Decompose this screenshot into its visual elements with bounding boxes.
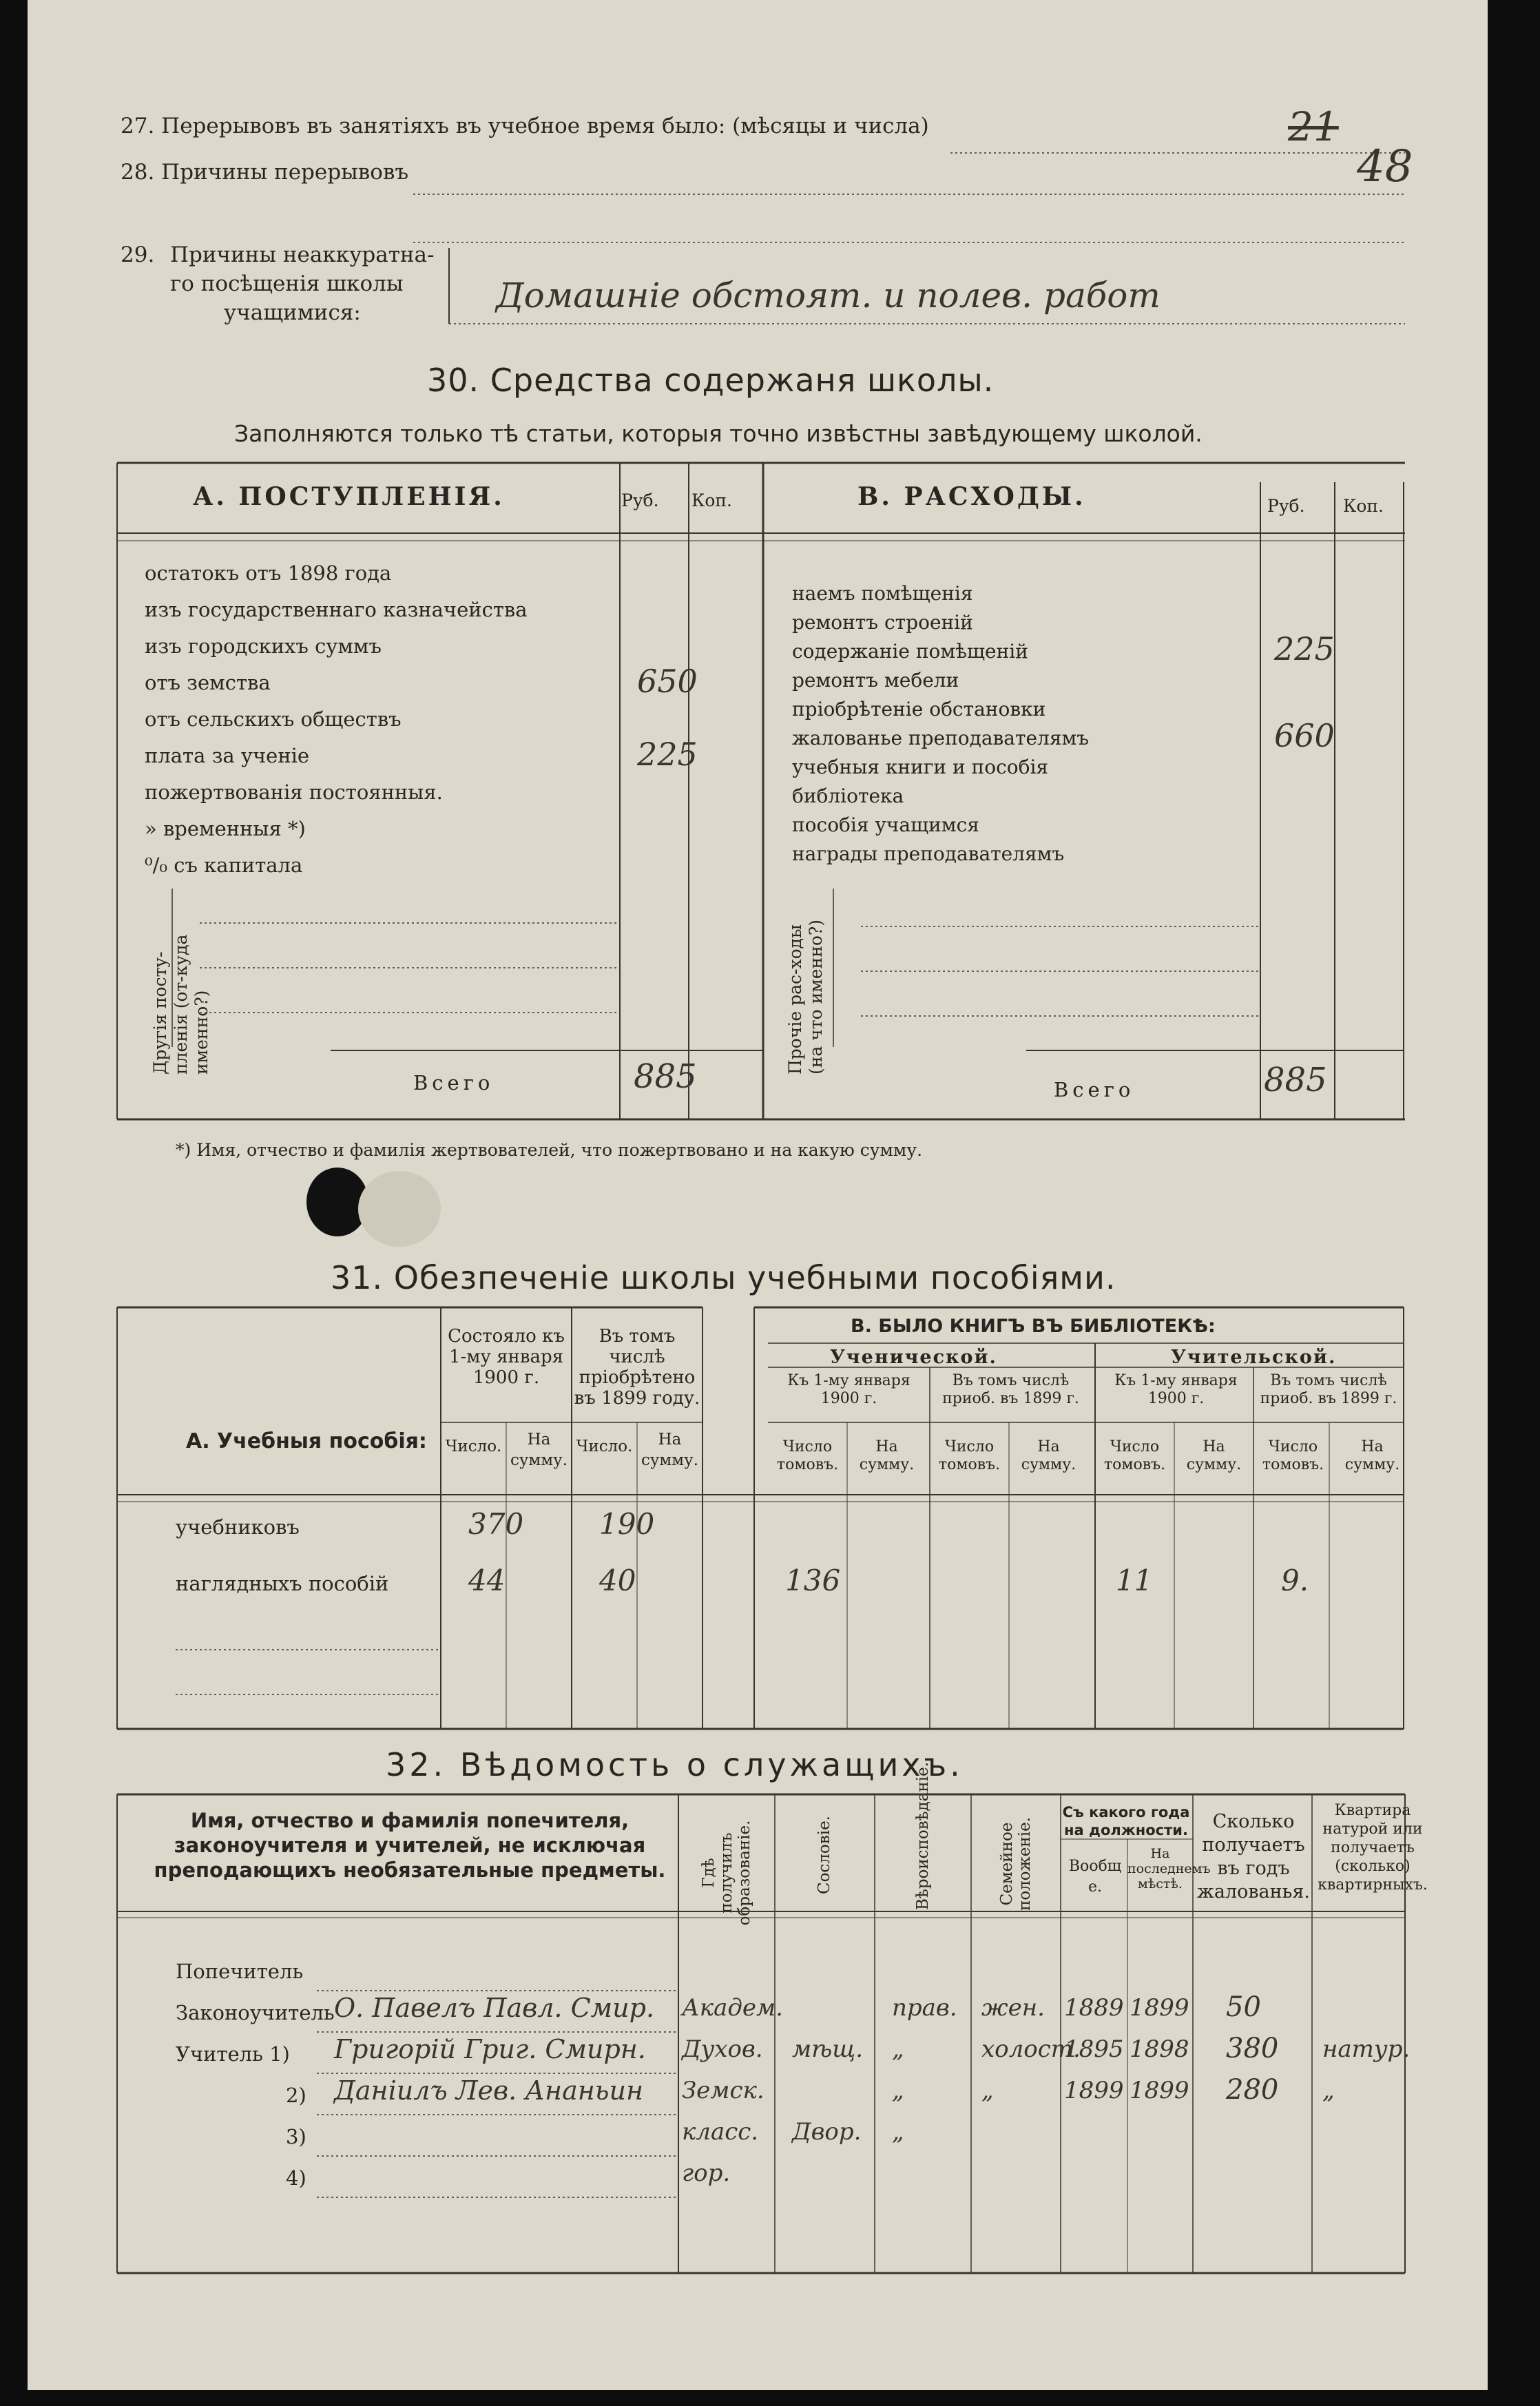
expense-item-label: содержаніе помѣщеній bbox=[792, 640, 1028, 663]
expense-item-value: 660 bbox=[1274, 717, 1335, 754]
staff-education: Академ. bbox=[682, 1994, 783, 2022]
aids-row-stock: 44 bbox=[468, 1564, 506, 1597]
section-30-subtitle: Заполняются только тѣ статьи, которыя точно извѣстны завѣдующему школой. bbox=[234, 420, 1203, 447]
expense-item-label: ремонтъ строеній bbox=[792, 611, 973, 634]
income-other-label: Другія посту-пленія (от-куда именно?) bbox=[150, 934, 211, 1075]
staff-education: Земск. bbox=[682, 2077, 764, 2104]
staff-row-label: Законоучитель bbox=[176, 2001, 335, 2024]
expense-rub-header: Руб. bbox=[1267, 496, 1305, 516]
library-vol-header: Число томовъ. bbox=[1262, 1438, 1324, 1473]
income-item-value: 225 bbox=[637, 736, 698, 773]
staff-family: „ bbox=[981, 2077, 994, 2104]
staff-col-salary: Сколько получаетъ въ годъ жалованья. bbox=[1197, 1811, 1310, 1902]
aids-num-1: Число. bbox=[445, 1438, 502, 1455]
staff-since-current: 1898 bbox=[1130, 2035, 1189, 2063]
staff-row-label: 4) bbox=[286, 2166, 306, 2190]
library-vol-header: Число томовъ. bbox=[938, 1438, 1001, 1473]
expense-item-label: наемъ помѣщенія bbox=[792, 582, 973, 605]
library-sum-header: На сумму. bbox=[1186, 1438, 1242, 1473]
staff-col-estate: Сословіе. bbox=[815, 1816, 833, 1895]
staff-education: Духов. bbox=[682, 2035, 763, 2063]
library-heading: В. БЫЛО КНИГЪ ВЪ БИБЛІОТЕКѢ: bbox=[851, 1316, 1216, 1337]
staff-row-label: 2) bbox=[286, 2084, 306, 2107]
page-number-new: 48 bbox=[1357, 141, 1413, 192]
staff-since-general: 1899 bbox=[1064, 2077, 1124, 2104]
staff-col-edu: Гдѣ получилъ образованіе. bbox=[700, 1820, 753, 1926]
page-number-old: 21 bbox=[1288, 103, 1339, 150]
income-total-label: Всего bbox=[413, 1071, 495, 1095]
library-sum-header: На сумму. bbox=[1344, 1438, 1400, 1473]
expense-item-label: учебныя книги и пособія bbox=[792, 756, 1049, 778]
income-kop-header: Коп. bbox=[691, 490, 733, 510]
question-29-line2: го посѣщенія школы bbox=[170, 271, 404, 296]
aids-row-label: учебниковъ bbox=[176, 1515, 300, 1539]
expense-item-label: библіотека bbox=[792, 785, 904, 807]
staff-since-current: 1899 bbox=[1130, 2077, 1189, 2104]
library-student: Ученической. bbox=[830, 1347, 997, 1368]
aids-col-acquired: Въ томъ числѣ пріобрѣтено въ 1899 году. bbox=[574, 1326, 700, 1409]
expense-heading: В. РАСХОДЫ. bbox=[857, 482, 1086, 511]
aids-row-acquired: 190 bbox=[599, 1507, 655, 1541]
expense-item-label: пріобрѣтеніе обстановки bbox=[792, 698, 1046, 720]
staff-salary: 280 bbox=[1226, 2074, 1279, 2106]
staff-faith: „ bbox=[892, 2118, 904, 2146]
income-item-label: ⁰/₀ съ капитала bbox=[145, 853, 303, 877]
aids-row-stock: 370 bbox=[468, 1507, 524, 1541]
library-cell: 136 bbox=[785, 1564, 841, 1597]
staff-faith: прав. bbox=[892, 1994, 957, 2022]
library-col-header: Въ томъ числѣ приоб. въ 1899 г. bbox=[942, 1372, 1079, 1407]
income-item-label: остатокъ отъ 1898 года bbox=[145, 561, 392, 585]
staff-education: гор. bbox=[682, 2159, 731, 2187]
library-cell: 9. bbox=[1281, 1564, 1309, 1597]
staff-name: Григорій Григ. Смирн. bbox=[334, 2034, 646, 2064]
expense-kop-header: Коп. bbox=[1343, 496, 1384, 516]
staff-family: холост. bbox=[981, 2035, 1081, 2063]
section-30-title: 30. Средства содержаня школы. bbox=[427, 362, 995, 399]
income-heading: А. ПОСТУПЛЕНІЯ. bbox=[193, 482, 505, 511]
aids-row-label: наглядныхъ пособій bbox=[176, 1572, 389, 1595]
library-col-header: Въ томъ числѣ приоб. въ 1899 г. bbox=[1260, 1372, 1397, 1407]
income-item-label: пожертвованія постоянныя. bbox=[145, 780, 443, 804]
library-vol-header: Число томовъ. bbox=[776, 1438, 839, 1473]
staff-since-general: 1889 bbox=[1064, 1994, 1124, 2022]
library-vol-header: Число томовъ. bbox=[1103, 1438, 1166, 1473]
income-item-label: изъ государственнаго казначейства bbox=[145, 598, 528, 621]
expense-item-label: ремонтъ мебели bbox=[792, 669, 959, 692]
expense-total-value: 885 bbox=[1264, 1061, 1327, 1099]
income-total-value: 885 bbox=[634, 1057, 697, 1096]
question-29-line3: учащимися: bbox=[224, 300, 361, 325]
staff-faith: „ bbox=[892, 2035, 904, 2063]
staff-col-since: Съ какого года на должности. bbox=[1062, 1804, 1190, 1838]
aids-row-acquired: 40 bbox=[599, 1564, 636, 1597]
staff-col-name: Имя, отчество и фамилія попечителя, законоучителя и учителей, не исключая преподающихъ необязательные предметы. bbox=[154, 1809, 666, 1882]
staff-row-label: 3) bbox=[286, 2125, 306, 2148]
expense-other-label: Прочіе рас-ходы (на что именно?) bbox=[785, 919, 826, 1075]
question-29-answer: Домашніе обстоят. и полев. работ bbox=[496, 276, 1161, 315]
document-sheet bbox=[28, 0, 1488, 2390]
aids-sum-2: На сумму. bbox=[641, 1431, 699, 1469]
table-rulings bbox=[28, 0, 1488, 2390]
question-29-number: 29. bbox=[121, 242, 155, 267]
section-31-title: 31. Обезпеченіе школы учебными пособіями. bbox=[331, 1259, 1116, 1296]
staff-row-label: Попечитель bbox=[176, 1960, 304, 1983]
question-27: 27. Перерывовъ въ занятіяхъ въ учебное время было: (мѣсяцы и числа) bbox=[121, 114, 929, 138]
income-item-label: отъ сельскихъ обществъ bbox=[145, 707, 402, 731]
question-28: 28. Причины перерывовъ bbox=[121, 160, 409, 185]
staff-salary: 380 bbox=[1226, 2033, 1279, 2064]
staff-col-flat: Квартира натурой или получаетъ (сколько) квартирныхъ. bbox=[1318, 1802, 1428, 1894]
income-item-label: отъ земства bbox=[145, 671, 271, 694]
expense-item-label: награды преподавателямъ bbox=[792, 842, 1065, 865]
library-sum-header: На сумму. bbox=[1021, 1438, 1076, 1473]
income-item-label: » временныя *) bbox=[145, 817, 306, 840]
staff-faith: „ bbox=[892, 2077, 904, 2104]
expense-total-label: Всего bbox=[1054, 1078, 1135, 1101]
question-29-line1: Причины неаккуратна- bbox=[170, 242, 435, 267]
staff-name: О. Павелъ Павл. Смир. bbox=[334, 1993, 655, 2023]
expense-item-label: пособія учащимся bbox=[792, 813, 979, 836]
staff-col-since-general: Вообще. bbox=[1068, 1858, 1122, 1896]
income-rub-header: Руб. bbox=[621, 490, 659, 510]
staff-since-current: 1899 bbox=[1130, 1994, 1189, 2022]
staff-estate: мѣщ. bbox=[792, 2035, 864, 2063]
aids-sum-1: На сумму. bbox=[510, 1431, 568, 1469]
staff-estate: Двор. bbox=[792, 2118, 862, 2146]
section-32-title: 32. Вѣдомость о служащихъ. bbox=[386, 1746, 964, 1783]
income-item-value: 650 bbox=[637, 663, 698, 700]
library-sum-header: На сумму. bbox=[859, 1438, 915, 1473]
library-teacher: Учительской. bbox=[1171, 1347, 1337, 1368]
staff-since-general: 1895 bbox=[1064, 2035, 1124, 2063]
staff-col-faith: Вѣроисповѣданіе. bbox=[914, 1761, 932, 1910]
income-item-label: плата за ученіе bbox=[145, 744, 310, 767]
expense-item-value: 225 bbox=[1274, 630, 1335, 667]
staff-family: жен. bbox=[981, 1994, 1045, 2022]
staff-flat: „ bbox=[1322, 2077, 1335, 2104]
staff-education: класс. bbox=[682, 2118, 759, 2146]
aids-num-2: Число. bbox=[576, 1438, 633, 1455]
staff-name: Даніилъ Лев. Ананьин bbox=[334, 2075, 643, 2106]
income-item-label: изъ городскихъ суммъ bbox=[145, 634, 382, 658]
library-cell: 11 bbox=[1116, 1564, 1153, 1597]
section-30-footnote: *) Имя, отчество и фамилія жертвователей, что пожертвовано и на какую сумму. bbox=[176, 1140, 923, 1160]
staff-col-family: Семейное положеніе. bbox=[998, 1817, 1034, 1911]
staff-row-label: Учитель 1) bbox=[176, 2042, 290, 2066]
staff-flat: натур. bbox=[1322, 2035, 1411, 2063]
teaching-aids-heading: А. Учебныя пособія: bbox=[186, 1429, 427, 1453]
staff-salary: 50 bbox=[1226, 1991, 1261, 2023]
aids-col-stock: Состояло къ 1-му января 1900 г. bbox=[448, 1326, 565, 1388]
library-col-header: Къ 1-му января 1900 г. bbox=[1114, 1372, 1238, 1407]
staff-col-since-current: На последнемъ мѣстѣ. bbox=[1127, 1846, 1211, 1891]
expense-item-label: жалованье преподавателямъ bbox=[792, 727, 1090, 749]
library-col-header: Къ 1-му января 1900 г. bbox=[787, 1372, 911, 1407]
